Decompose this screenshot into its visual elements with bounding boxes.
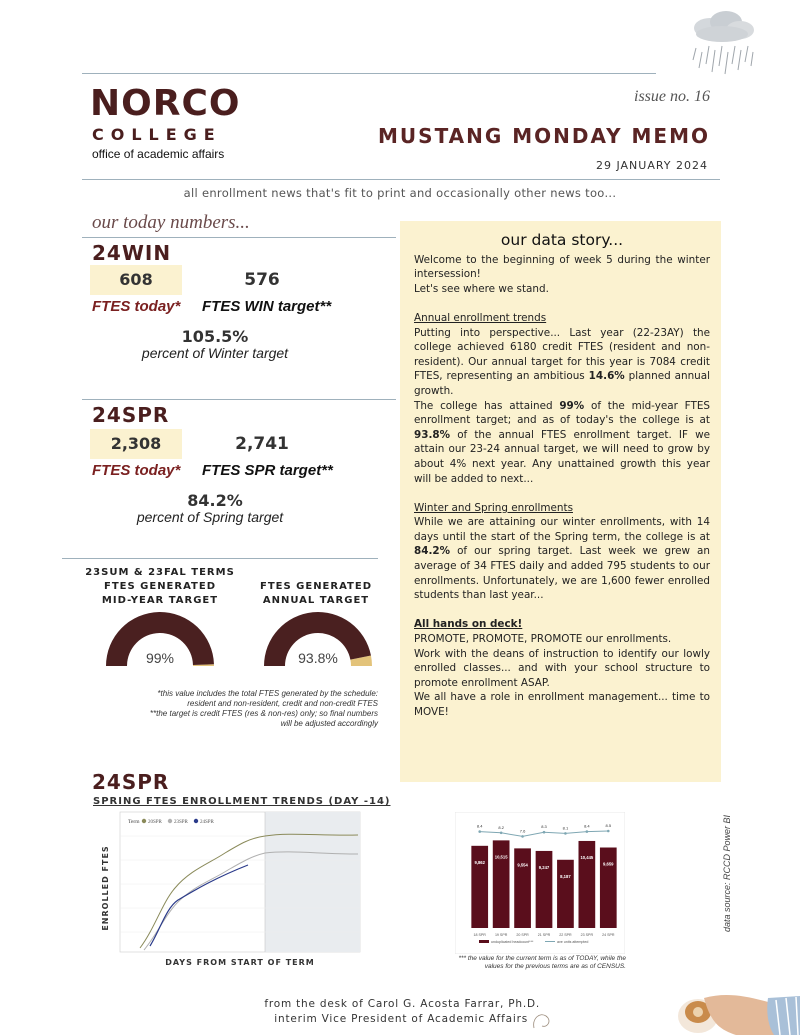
- units-point: [478, 830, 481, 833]
- data-source-text: data source: RCCD Power BI: [722, 814, 732, 932]
- spr-ftes-today: 2,308: [90, 429, 182, 459]
- legend-swatch-23spr: [168, 819, 172, 823]
- gauge-mid-year-title-l2: FTES GENERATED: [103, 581, 217, 592]
- spr-ftes-target: 2,741: [235, 434, 289, 454]
- gauge-annual-title: [250, 580, 382, 608]
- gauge-mid-year: [96, 606, 220, 672]
- units-point: [521, 835, 524, 838]
- line-chart-legend: [142, 819, 215, 825]
- logo-office: office of academic affairs: [92, 147, 225, 161]
- story-hands-heading: All hands on deck!: [414, 618, 523, 631]
- line-chart: [100, 808, 364, 972]
- units-value-label: 8.1: [562, 825, 569, 831]
- units-point: [586, 830, 589, 833]
- gauge-mid-year-title-l1: 23SUM & 23FAL TERMS: [85, 567, 235, 578]
- legend-swatch-24spr: [194, 819, 198, 823]
- coffee-cup-icon: [676, 986, 800, 1035]
- win-target-label: FTES WIN target**: [202, 298, 332, 315]
- data-story-panel: [400, 221, 721, 782]
- units-value-label: 8.4: [476, 823, 483, 829]
- spr-target-label: FTES SPR target**: [202, 462, 333, 479]
- category-label: 23 SPR: [580, 933, 594, 937]
- bar-24spr: [600, 848, 617, 928]
- memo-date: 29 JANUARY 2024: [595, 159, 708, 172]
- category-label: 18 SPR: [473, 933, 486, 937]
- footer-line2: interim Vice President of Academic Affairs: [274, 1013, 528, 1025]
- gauge-mid-year-title: [80, 566, 240, 608]
- category-label: 20 SPR: [516, 933, 529, 937]
- win-ftes-today: 608: [90, 265, 182, 295]
- legend-label-units: ave units attempted: [557, 940, 589, 944]
- footnote-line2: resident and non-resident, credit and non-credit FTES: [187, 699, 378, 708]
- legend-label-headcount: unduplicated headcount***: [491, 940, 534, 944]
- spr-term-label: 24SPR: [92, 403, 170, 427]
- story-intro-2: Let's see where we stand.: [414, 282, 549, 295]
- win-percent: 105.5%: [181, 327, 249, 346]
- bar-20spr: [514, 848, 531, 928]
- spring-trends-subtitle: SPRING FTES ENROLLMENT TRENDS (DAY -14): [93, 796, 391, 807]
- footnote-line1: *this value includes the total FTES generated by the schedule:: [157, 689, 378, 698]
- legend-label-24spr: 24SPR: [200, 820, 214, 825]
- units-value-label: 8.5: [605, 823, 612, 828]
- story-annual-p2: The college has attained 99% of the mid-year FTES enrollment target; and as of today's the college is at 93.8% of the annual FTES enrollment target. IF we attain our 23-24 annual target, we will need to grow by about 4% next year. Any unattained growth this year will be added to next...: [414, 399, 710, 485]
- bar-value-label: 9,659: [603, 861, 614, 867]
- legend-swatch-headcount: [479, 940, 489, 943]
- today-numbers-heading: our today numbers...: [92, 212, 250, 233]
- story-annual-p1: Putting into perspective... Last year (22-23AY) the college achieved 6180 credit FTES (resident and non-resident). Our annual target for this year is 7084 credit FTES, representing an ambitious 14.6% planned annual growth.: [414, 326, 711, 397]
- logo-norco: NORCO: [90, 83, 241, 124]
- bar-chart: [455, 812, 625, 954]
- spr-today-label: FTES today*: [92, 462, 181, 479]
- line-chart-legend-title: Term: [128, 819, 140, 825]
- win-term-label: 24WIN: [92, 241, 172, 265]
- header-rule: [82, 179, 720, 180]
- issue-number: issue no. 16: [634, 88, 710, 105]
- top-rule: [82, 73, 656, 74]
- bar-caption-line1: *** the value for the current term is as of TODAY, while the: [458, 955, 626, 962]
- rain-cloud-icon: [682, 8, 762, 80]
- bar-value-label: 8,187: [560, 873, 571, 879]
- units-value-label: 8.2: [498, 824, 504, 830]
- story-intro-1: Welcome to the beginning of week 5 during the winter intersession!: [414, 253, 710, 281]
- tagline: all enrollment news that's fit to print and occasionally other news too...: [183, 186, 617, 200]
- spr-percent-label: percent of Spring target: [136, 509, 284, 525]
- data-source-note: [722, 772, 736, 932]
- win-today-label: FTES today*: [92, 298, 181, 315]
- win-rule: [82, 237, 396, 238]
- units-value-label: 7.6: [519, 828, 526, 834]
- story-hands-p3: We all have a role in enrollment management... time to MOVE!: [414, 691, 710, 718]
- footnote: [96, 689, 378, 729]
- story-hands-p1: PROMOTE, PROMOTE, PROMOTE our enrollments.: [414, 633, 672, 646]
- units-value-label: 8.4: [584, 823, 590, 829]
- gauge-mid-year-title-l3: MID-YEAR TARGET: [101, 595, 219, 606]
- spring-trends-label: 24SPR: [92, 770, 170, 794]
- line-chart-shaded-region: [265, 812, 360, 952]
- legend-label-20spr: 20SPR: [148, 820, 162, 825]
- category-label: 19 SPR: [494, 933, 508, 937]
- bar-caption-line2: values for the previous terms are as of CENSUS.: [484, 963, 626, 970]
- gauge-annual-title-l1: FTES GENERATED: [259, 581, 373, 592]
- gauge-mid-year-value: 99%: [145, 650, 175, 666]
- story-ws-p: While we are attaining our winter enrollments, with 14 days until the start of the Spring term, the college is at 84.2% of our spring target. Last week we grew an average of 34 FTES daily and added 795 students to our enrollments. Unfortunately, we are 1,600 fewer enrolled students than last year...: [414, 516, 710, 602]
- gauge-annual: [258, 606, 382, 672]
- spr-percent: 84.2%: [187, 491, 243, 510]
- footer-line1: from the desk of Carol G. Acosta Farrar, Ph.D.: [264, 998, 540, 1010]
- units-point: [564, 832, 567, 835]
- bar-value-label: 10,445: [580, 854, 594, 860]
- flourish-icon: [530, 1008, 556, 1032]
- bar-chart-caption: [420, 955, 626, 971]
- units-value-label: 8.3: [541, 824, 547, 830]
- bar-18spr: [471, 846, 488, 928]
- spr-rule: [82, 399, 396, 400]
- legend-swatch-20spr: [142, 819, 146, 823]
- data-story-heading: our data story...: [500, 231, 624, 249]
- gauge-annual-title-l2: ANNUAL TARGET: [262, 595, 370, 606]
- story-annual-heading: Annual enrollment trends: [414, 311, 547, 324]
- footnote-line4: will be adjusted accordingly: [280, 719, 378, 728]
- legend-label-23spr: 23SPR: [174, 820, 188, 825]
- win-ftes-target: 576: [244, 270, 280, 290]
- bar-value-label: 9,554: [517, 862, 528, 868]
- category-label: 21 SPR: [537, 933, 551, 937]
- bar-value-label: 9,862: [474, 859, 485, 865]
- logo-college: COLLEGE: [92, 125, 222, 144]
- bar-chart-bars: [471, 840, 616, 928]
- gauge-annual-value: 93.8%: [298, 650, 338, 666]
- bar-22spr: [557, 860, 574, 928]
- line-chart-ylabel: ENROLLED FTES: [101, 845, 110, 931]
- footnote-line3: **the target is credit FTES (res & non-res) only; so final numbers: [149, 709, 378, 718]
- category-label: 22 SPR: [559, 933, 572, 937]
- memo-title: MUSTANG MONDAY MEMO: [378, 124, 710, 148]
- story-hands-p2: Work with the deans of instruction to identify our lowly enrolled classes... and with your school structure to promote enrollment ASAP.: [414, 647, 710, 689]
- bar-value-label: 9,247: [538, 864, 550, 870]
- units-point: [543, 831, 546, 834]
- gauge-rule: [62, 558, 378, 559]
- win-percent-label: percent of Winter target: [141, 345, 289, 361]
- units-point: [500, 832, 503, 835]
- bar-21spr: [536, 851, 553, 928]
- story-ws-heading: Winter and Spring enrollments: [414, 501, 573, 514]
- line-chart-xlabel: DAYS FROM START OF TERM: [165, 958, 315, 967]
- units-point: [607, 830, 610, 833]
- category-label: 24 SPR: [602, 933, 615, 937]
- bar-value-label: 10,515: [494, 854, 508, 860]
